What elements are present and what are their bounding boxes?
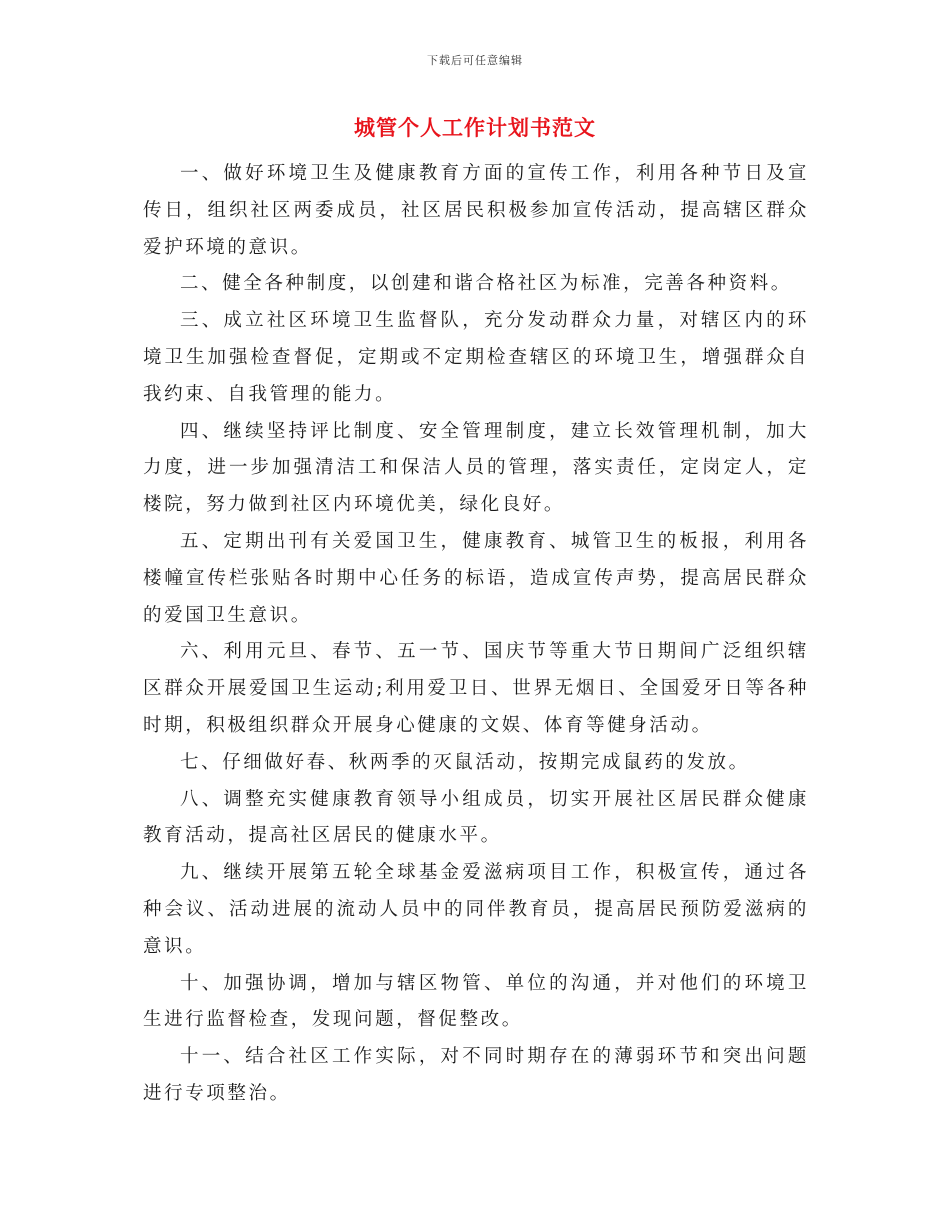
paragraph-10: 十、加强协调，增加与辖区物管、单位的沟通，并对他们的环境卫生进行监督检查，发现问题，督促整改。 bbox=[143, 972, 809, 1031]
paragraph-1: 一、做好环境卫生及健康教育方面的宣传工作，利用各种节日及宣传日，组织社区两委成员，社区居民积极参加宣传活动，提高辖区群众爱护环境的意识。 bbox=[143, 163, 809, 258]
document-body bbox=[143, 156, 809, 1113]
paragraph-11: 十一、结合社区工作实际，对不同时期存在的薄弱环节和突出问题进行专项整治。 bbox=[143, 1046, 809, 1104]
paragraph-9: 九、继续开展第五轮全球基金爱滋病项目工作，积极宣传，通过各种会议、活动进展的流动人员中的同伴教育员，提高居民预防爱滋病的意识。 bbox=[143, 862, 809, 957]
document-title: 城管个人工作计划书范文 bbox=[354, 115, 596, 140]
paragraph-4: 四、继续坚持评比制度、安全管理制度，建立长效管理机制，加大力度，进一步加强清洁工和保洁人员的管理，落实责任，定岗定人，定楼院，努力做到社区内环境优美，绿化良好。 bbox=[143, 420, 809, 516]
header-note: 下载后可任意编辑 bbox=[427, 54, 523, 67]
paragraph-8: 八、调整充实健康教育领导小组成员，切实开展社区居民群众健康教育活动，提高社区居民的健康水平。 bbox=[143, 788, 809, 847]
paragraph-7: 七、仔细做好春、秋两季的灭鼠活动，按期完成鼠药的发放。 bbox=[180, 751, 750, 773]
paragraph-6: 六、利用元旦、春节、五一节、国庆节等重大节日期间广泛组织辖区群众开展爱国卫生运动;利用爱卫日、世界无烟日、全国爱牙日等各种时期，积极组织群众开展身心健康的文娱、体育等健身活动。 bbox=[143, 641, 809, 736]
paragraph-3: 三、成立社区环境卫生监督队，充分发动群众力量，对辖区内的环境卫生加强检查督促，定期或不定期检查辖区的环境卫生，增强群众自我约束、自我管理的能力。 bbox=[143, 310, 809, 405]
paragraph-2: 二、健全各种制度，以创建和谐合格社区为标准，完善各种资料。 bbox=[180, 273, 792, 295]
paragraph-5: 五、定期出刊有关爱国卫生，健康教育、城管卫生的板报，利用各楼幢宣传栏张贴各时期中心任务的标语，造成宣传声势，提高居民群众的爱国卫生意识。 bbox=[143, 530, 809, 626]
